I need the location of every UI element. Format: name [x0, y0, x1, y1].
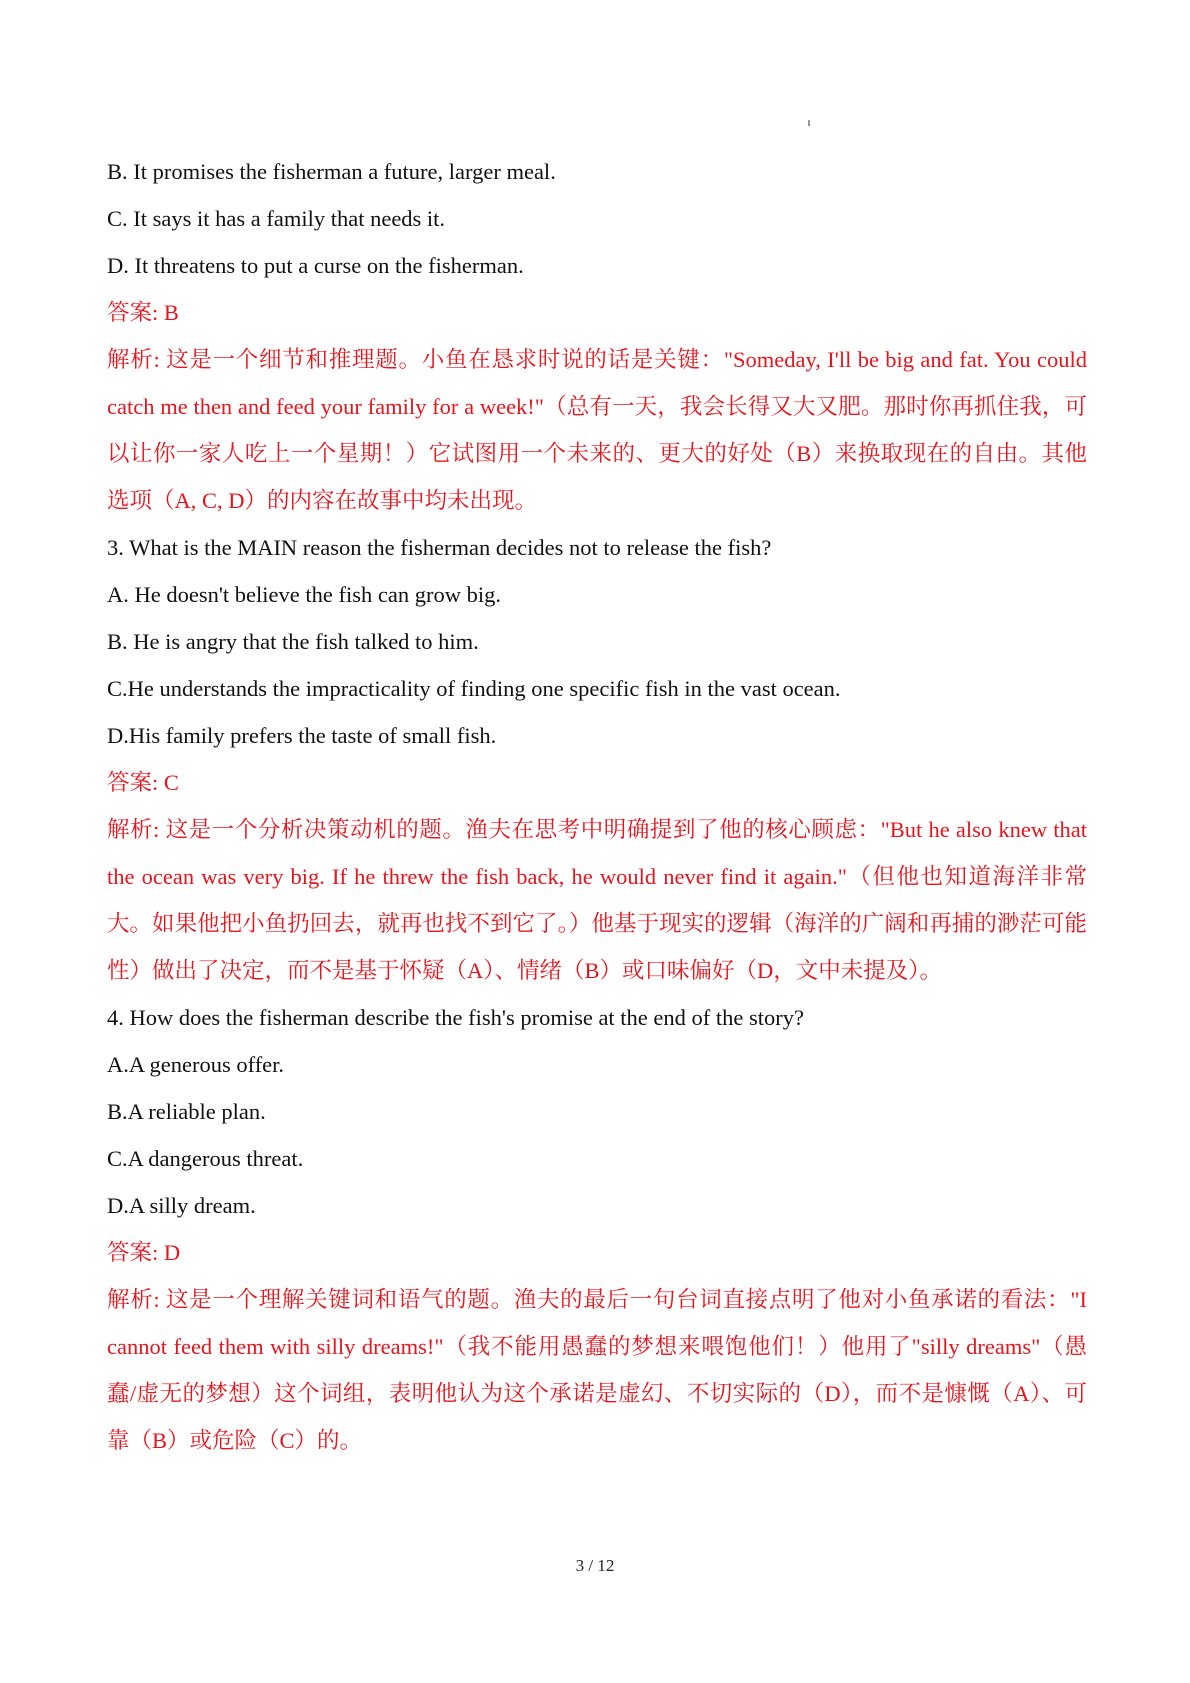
- q2-option-c: C. It says it has a family that needs it.: [107, 206, 446, 231]
- q4-option-b: B.A reliable plan.: [107, 1099, 266, 1124]
- page-number: 3 / 12: [575, 1556, 615, 1575]
- stray-mark: [808, 120, 810, 126]
- q4-option-d: D.A silly dream.: [107, 1193, 256, 1218]
- q2-answer: 答案: B: [107, 300, 179, 325]
- page-content: [107, 148, 1087, 1464]
- q3-question: 3. What is the MAIN reason the fisherman decides not to release the fish?: [107, 535, 772, 560]
- q4-analysis: 解析: 这是一个理解关键词和语气的题。渔夫的最后一句台词直接点明了他对小鱼承诺的看法："I cannot feed them with silly dreams!"（我不能用愚蠢的梦想来喂饱他们！）他用了"silly dreams"（愚蠢/虚无的梦想）这个词组，表明他认为这个承诺是虚幻、不切实际的（D），而不是慷慨（A）、可靠（B）或危险（C）的。: [107, 1287, 1087, 1453]
- q4-option-c: C.A dangerous threat.: [107, 1146, 304, 1171]
- q3-option-c: C.He understands the impracticality of finding one specific fish in the vast ocean.: [107, 676, 841, 701]
- q3-analysis: 解析: 这是一个分析决策动机的题。渔夫在思考中明确提到了他的核心顾虑："But he also knew that the ocean was very big. If he threw the fish back, he would never find it again."（但他也知道海洋非常大。如果他把小鱼扔回去，就再也找不到它了。）他基于现实的逻辑（海洋的广阔和再捕的渺茫可能性）做出了决定，而不是基于怀疑（A）、情绪（B）或口味偏好（D，文中未提及）。: [107, 817, 1087, 983]
- q2-option-b: B. It promises the fisherman a future, larger meal.: [107, 159, 556, 184]
- q3-option-b: B. He is angry that the fish talked to him.: [107, 629, 479, 654]
- q3-option-a: A. He doesn't believe the fish can grow big.: [107, 582, 501, 607]
- q4-answer: 答案: D: [107, 1240, 181, 1265]
- q3-option-d: D.His family prefers the taste of small fish.: [107, 723, 497, 748]
- q2-analysis: 解析: 这是一个细节和推理题。小鱼在恳求时说的话是关键："Someday, I'll be big and fat. You could catch me then and feed your family for a week!"（总有一天，我会长得又大又肥。那时你再抓住我，可以让你一家人吃上一个星期！）它试图用一个未来的、更大的好处（B）来换取现在的自由。其他选项（A, C, D）的内容在故事中均未出现。: [107, 347, 1087, 513]
- q2-option-d: D. It threatens to put a curse on the fisherman.: [107, 253, 524, 278]
- q3-answer: 答案: C: [107, 770, 179, 795]
- q4-option-a: A.A generous offer.: [107, 1052, 285, 1077]
- q4-question: 4. How does the fisherman describe the fish's promise at the end of the story?: [107, 1005, 804, 1030]
